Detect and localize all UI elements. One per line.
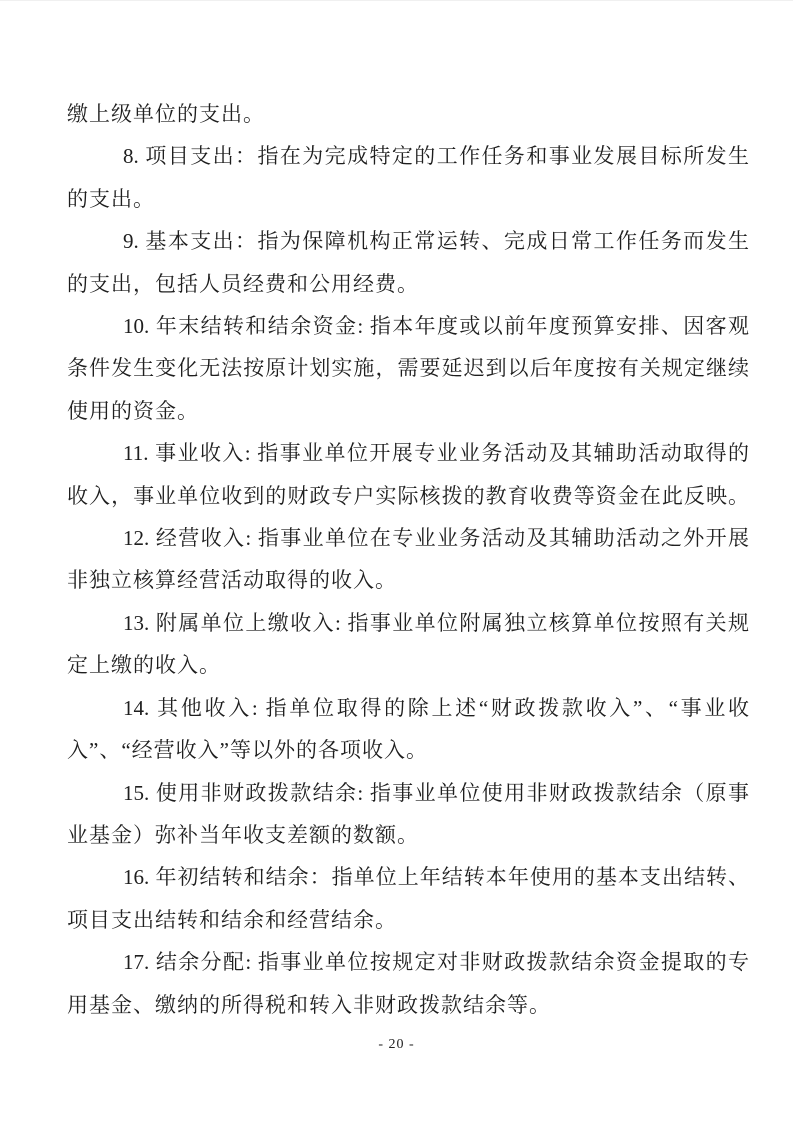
text-line: 12. 经营收入: 指事业单位在专业业务活动及其辅助活动之外开展 (123, 526, 749, 551)
text-line: 缴上级单位的支出。 (67, 102, 265, 126)
text-line: 入”、“经营收入”等以外的各项收入。 (67, 738, 428, 763)
text-line: 非独立核算经营活动取得的收入。 (67, 568, 397, 593)
text-line: 用基金、缴纳的所得税和转入非财政拨款结余等。 (67, 992, 551, 1017)
page-number: - 20 - (378, 1037, 415, 1052)
text-line: 使用的资金。 (67, 398, 199, 423)
text-line: 的支出。 (67, 186, 155, 211)
text-line: 收入，事业单位收到的财政专户实际核拨的教育收费等资金在此反映。 (67, 483, 749, 508)
text-line: 11. 事业收入: 指事业单位开展专业业务活动及其辅助活动取得的 (123, 441, 749, 466)
document-content (67, 93, 749, 1026)
text-line: 17. 结余分配: 指事业单位按规定对非财政拨款结余资金提取的专 (123, 950, 749, 975)
text-line: 的支出，包括人员经费和公用经费。 (67, 271, 419, 296)
text-line: 16. 年初结转和结余：指单位上年结转本年使用的基本支出结转、 (123, 865, 749, 890)
text-line: 8. 项目支出：指在为完成特定的工作任务和事业发展目标所发生 (123, 144, 749, 169)
text-line: 10. 年末结转和结余资金: 指本年度或以前年度预算安排、因客观 (123, 314, 749, 339)
text-line: 条件发生变化无法按原计划实施，需要延迟到以后年度按有关规定继续 (67, 356, 749, 381)
text-line: 业基金）弥补当年收支差额的数额。 (67, 822, 419, 847)
text-line: 项目支出结转和结余和经营结余。 (67, 907, 397, 932)
text-line: 定上缴的收入。 (67, 653, 221, 678)
text-line: 13. 附属单位上缴收入: 指事业单位附属独立核算单位按照有关规 (123, 610, 749, 635)
text-line: 9. 基本支出：指为保障机构正常运转、完成日常工作任务而发生 (123, 229, 749, 254)
text-line: 14. 其他收入: 指单位取得的除上述“财政拨款收入”、“事业收 (123, 695, 749, 720)
text-line: 15. 使用非财政拨款结余: 指事业单位使用非财政拨款结余（原事 (123, 780, 749, 805)
